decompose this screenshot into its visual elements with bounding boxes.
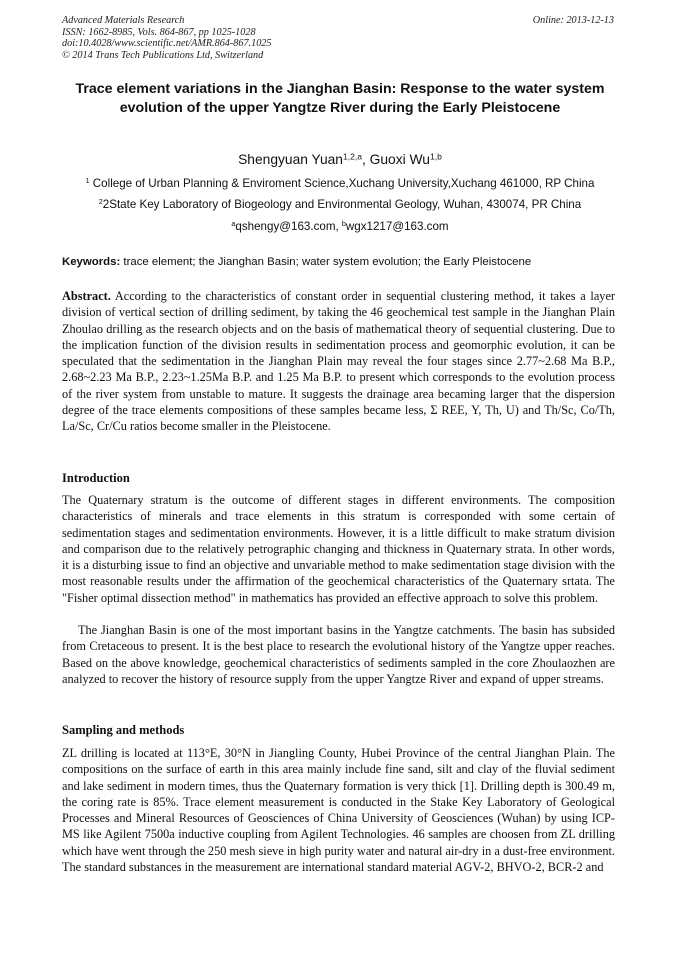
issn-line: ISSN: 1662-8985, Vols. 864-867, pp 1025-1028 xyxy=(62,26,256,38)
section-heading-sampling: Sampling and methods xyxy=(62,723,185,737)
keywords xyxy=(62,255,618,269)
keywords-text: trace element; the Jianghan Basin; water system evolution; the Early Pleistocene xyxy=(120,256,532,268)
author-superscript: 1,2,a xyxy=(342,151,362,162)
journal-name: Advanced Materials Research xyxy=(62,15,185,26)
sampling-paragraph-1: ZL drilling is located at 113°E, 30°N in Jiangling County, Hubei Province of the central Jianghan Plain. The compositions on the surface of earth in this area mainly include fine sand, silt and clay of the fluvial sediment and lake sediment in modern times, thus the Quaternary formation is very thick [1]. Drilling depth is 300.49 m, the coring rate is 85%. Trace element measurement is conducted in the Stake Key Laboratory of Geological Processes and Mineral Resources of Geosciences of China University of Geosciences (Wuhan) by using ICP-MS like Agilent 7500a inductive coupling from Agilent Technologies. 46 samples are choosen from ZL drilling which have went through the 250 mesh sieve in high purity water and natural air-dry in a dust-free environment. The standard substances in the measurement are international standard material AGV-2, BHVO-2, BCR-2 and xyxy=(62,746,615,875)
email-superscript: a xyxy=(231,219,236,229)
author-line xyxy=(62,151,618,169)
paper-title: Trace element variations in the Jianghan Basin: Response to the water system evolution of the upper Yangtze River during the Early Pleistocene xyxy=(75,81,605,116)
affiliation-text: College of Urban Planning & Enviroment Science,Xuchang University,Xuchang 461000, RP China xyxy=(89,177,595,190)
copyright-line: © 2014 Trans Tech Publications Ltd, Switzerland xyxy=(62,49,264,61)
keywords-label: Keywords: xyxy=(62,256,121,268)
online-date: Online: 2013-12-13 xyxy=(532,15,614,26)
introduction-paragraph-1: The Quaternary stratum is the outcome of different stages in different environments. The composition characteristics of minerals and trace elements in this stratum is corresponded with some certain of sedimentation stages and sedimentation environments. However, it is a little difficult to make stratum division and comparison due to the relatively petrographic changing and thickness in Quaternary strata. In other words, it is a disturbing issue to find an objective and unvariable method to make sedimentation stage division with the most reasonable results under the affirmation of the geochemical characteristics of the Quaternary srtata. The "Fisher optimal dissection method" in mathematics has provided an effective approach to solve this problem. xyxy=(62,493,615,605)
email-address: wgx1217@163.com xyxy=(345,220,449,233)
author-superscript: 1,b xyxy=(429,151,442,162)
affiliation-2 xyxy=(62,198,618,212)
abstract-text: According to the characteristics of constant order in sequential clustering method, it takes a layer division of vertical section of drilling sediment, by taking the 46 geochemical test sample in the Jianghan Plain Zhoulao drilling as the research objects and on the basis of mathematical theory of sequential clustering. Due to the implication function of the division results in sedimentation process and geomorphic evolution, it can be speculated that the sedimentation in the Jianghan Plain may reveal the four stages since 2.77~2.68 Ma B.P., 2.68~2.23 Ma B.P., 2.23~1.25Ma B.P. and 1.25 Ma B.P. to present which corresponds to the evolution process of the river system from unstable to mature. It suggests the drainage area becaming larger that the dispersion degree of the trace elements compositions of these samples became less, Σ REE, Y, Th, U) and Th/Sc, Co/Th, La/Sc, Cr/Cu ratios become smaller in the Pleistocene. xyxy=(62,289,615,434)
author-separator: , xyxy=(361,152,370,167)
email-superscript: b xyxy=(341,219,346,229)
introduction-paragraph-2: The Jianghan Basin is one of the most important basins in the Yangtze catchments. The basin has subsided from Cretaceous to present. It is the best place to research the evolutional history of the Yangtze upper reaches. Based on the above knowledge, geochemical characteristics of sediments sampled in the core Zhoulaozhen are analyzed to recover the history of resource supply from the upper Yangtze River and expand of upper streams. xyxy=(62,623,615,686)
section-heading-introduction: Introduction xyxy=(62,471,130,485)
author-name: Guoxi Wu xyxy=(369,152,430,167)
email-address: qshengy@163.com, xyxy=(235,220,342,233)
abstract xyxy=(62,288,615,435)
doi-line: doi:10.4028/www.scientific.net/AMR.864-867.1025 xyxy=(62,38,272,50)
affiliation-superscript: 1 xyxy=(85,176,90,186)
email-line xyxy=(62,220,618,234)
affiliation-text: 2State Key Laboratory of Biogeology and Environmental Geology, Wuhan, 430074, PR China xyxy=(102,198,582,211)
affiliation-1 xyxy=(62,177,618,191)
author-name: Shengyuan Yuan xyxy=(238,152,343,167)
affiliation-superscript: 2 xyxy=(98,197,103,207)
abstract-label: Abstract. xyxy=(62,289,111,303)
journal-header xyxy=(62,15,618,61)
